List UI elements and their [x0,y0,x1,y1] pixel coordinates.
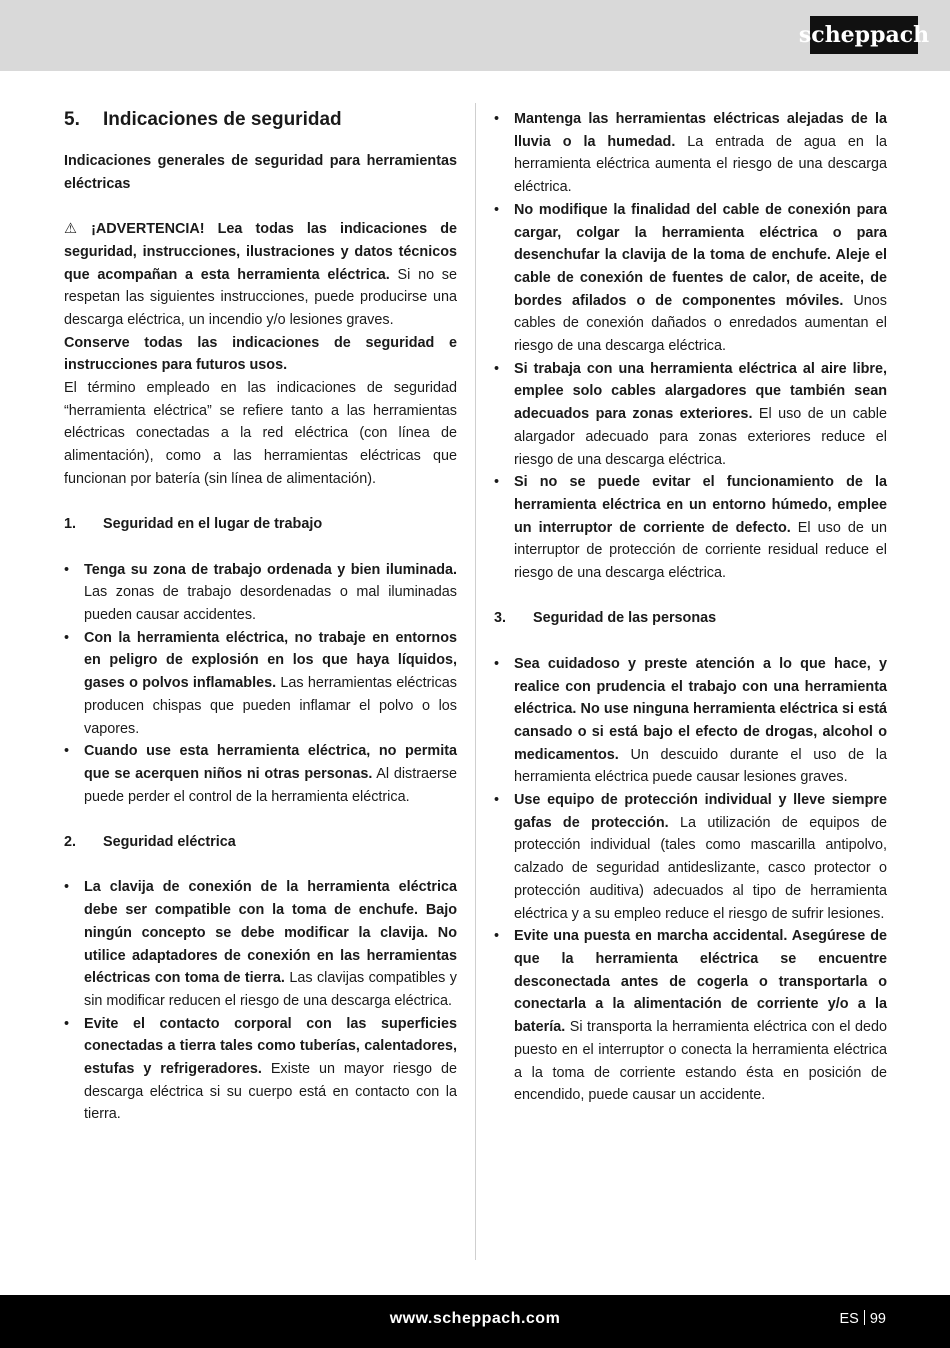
term-paragraph: El término empleado en las indicaciones de seguridad “herramienta eléctrica” se refiere tanto a las herramientas eléctricas conectadas a la red eléctrica (con línea de alimentación), como a las herramientas eléctricas que funcionan por batería (sin línea de alimentación). [64,380,457,487]
list-item: • Si no se puede evitar el funcionamiento de la herramienta eléctrica en un entorno húmedo, emplee un interruptor de corriente de defecto. El uso de un interruptor de protección de corriente residual reduce el riesgo de una descarga eléctrica. [494,474,887,582]
page-info [840,1310,886,1327]
warning-paragraph: ⚠ ¡ADVERTENCIA! Lea todas las indicaciones de seguridad, instrucciones, ilustraciones y datos técnicos que acompañan a esta herramienta eléctrica. Si no se respetan las siguientes instrucciones, puede producirse una descarga eléctrica, un incendio y/o lesiones graves. [64,218,457,332]
column-divider [475,103,476,1260]
list-item: • La clavija de conexión de la herramienta eléctrica debe ser compatible con la toma de enchufe. Bajo ningún concepto se debe modificar la clavija. No utilice adaptadores de conexión en las herramientas eléctricas con toma de tierra. Las clavijas compatibles y sin modificar reducen el riesgo de una descarga eléctrica. [64,879,457,1009]
list-item: • Sea cuidadoso y preste atención a lo que hace, y realice con prudencia el trabajo con una herramienta eléctrica. No use ninguna herramienta eléctrica si está cansado o si está bajo el efecto de drogas, alcohol o medicamentos. Un descuido durante el uso de la herramienta eléctrica puede causar lesiones graves. [494,655,887,786]
sec1-list [64,559,457,809]
subsection-title-3: 3. Seguridad de las personas [494,610,717,627]
list-item: • Si trabaja con una herramienta eléctrica al aire libre, emplee solo cables alargadores que también sean adecuados para zonas exteriores. El uso de un cable alargador adecuado para zonas exteriores reduce el riesgo de una descarga eléctrica. [494,360,888,468]
list-item: • Con la herramienta eléctrica, no trabaje en entornos en peligro de explosión en los que haya líquidos, gases o polvos inflamables. Las herramientas eléctricas producen chispas que pueden inflamar el polvo o los vapores. [64,629,457,737]
right-column [494,108,887,1107]
brand-logo: scheppach [810,16,918,54]
footer-bar [0,1295,950,1348]
list-item: • Mantenga las herramientas eléctricas alejadas de la lluvia o la humedad. La entrada de agua en la herramienta eléctrica aumenta el riesgo de una descarga eléctrica. [494,111,888,196]
sec2-list [64,876,457,1126]
language-code: ES [839,1311,859,1327]
sec2-list-continued [494,108,887,585]
list-item: • Use equipo de protección individual y lleve siempre gafas de protección. La utilización de equipos de protección individual (tales como mascarilla antipolvo, calzado de seguridad antideslizante, casco protector o protección auditiva) adecuados al tipo de herramienta eléctrica y a su empleo reduce el riesgo de sufrir lesiones. [494,792,887,922]
conserve-paragraph: Conserve todas las indicaciones de seguridad e instrucciones para futuros usos. [64,334,457,374]
subsection-title-1: 1. Seguridad en el lugar de trabajo [64,516,323,533]
header-bar [0,0,950,71]
list-item: • Evite una puesta en marcha accidental. Asegúrese de que la herramienta eléctrica se encuentre desconectada antes de cogerla o transportarla o conectarla a la alimentación de corriente y/o a la batería. Si transporta la herramienta eléctrica con el dedo puesto en el interruptor o conecta la herramienta eléctrica a la toma de corriente estando ésta en posición de encendido, puede causar un accidente. [494,928,887,1104]
subsection-title-2: 2. Seguridad eléctrica [64,834,236,851]
left-column [64,108,457,1126]
general-heading: Indicaciones generales de seguridad para herramientas eléctricas [64,153,457,192]
list-item: • No modifique la finalidad del cable de conexión para cargar, colgar la herramienta eléctrica o para desenchufar la clavija de la toma de enchufe. Aleje el cable de conexión de fuentes de calor, de aceite, de bordes afilados o de componentes móviles. Unos cables de conexión dañados o enredados aumentan el riesgo de una descarga eléctrica. [494,201,888,355]
warning-icon: ⚠ [64,221,77,238]
list-item: • Tenga su zona de trabajo ordenada y bien iluminada. Las zonas de trabajo desordenadas o mal iluminadas pueden causar accidentes. [64,561,457,624]
section-title: 5. Indicaciones de seguridad [64,109,342,130]
list-item: • Cuando use esta herramienta eléctrica, no permita que se acerquen niños ni otras personas. Al distraerse puede perder el control de la herramienta eléctrica. [64,743,458,805]
website-link[interactable]: www.scheppach.com [389,1310,561,1327]
sec3-list [494,653,887,1107]
page-number: 99 [869,1311,886,1327]
list-item: • Evite el contacto corporal con las superficies conectadas a tierra tales como tuberías, calentadores, estufas y refrigeradores. Existe un mayor riesgo de descarga eléctrica si su cuerpo está en contacto con la tierra. [64,1015,457,1123]
